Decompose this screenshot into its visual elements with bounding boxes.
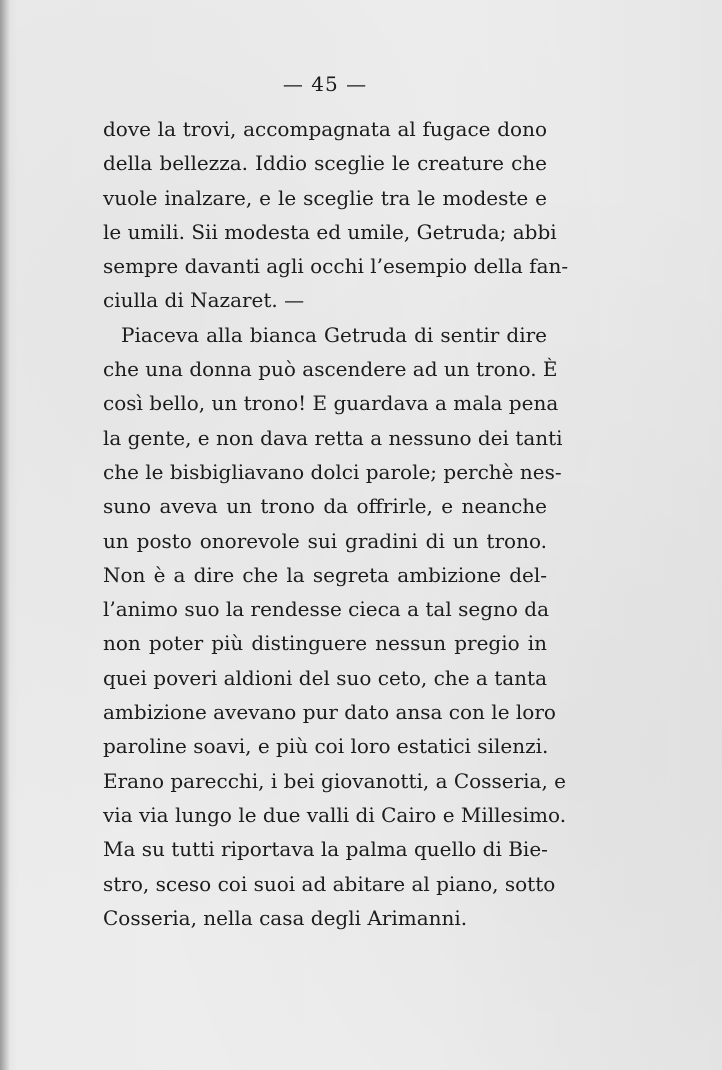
paragraph — [103, 318, 567, 935]
text-line: della bellezza. Iddio sceglie le creature che — [103, 151, 547, 176]
text-line: paroline soavi, e più coi loro estatici silenzi. — [103, 734, 549, 759]
text-line: dove la trovi, accompagnata al fugace dono — [103, 117, 547, 141]
text-line: Ma su tutti riportava la palma quello di Bie- — [103, 837, 548, 862]
text-line: che le bisbigliavano dolci parole; perchè nes- — [103, 459, 562, 484]
page-gutter-shadow — [0, 0, 10, 1070]
text-line: non poter più distinguere nessun pregio in — [103, 631, 547, 656]
text-line: Cosseria, nella casa degli Arimanni. — [103, 905, 468, 930]
paragraph — [103, 112, 569, 318]
text-line: la gente, e non dava retta a nessuno dei tanti — [103, 425, 563, 450]
text-line: Non è a dire che la segreta ambizione del- — [103, 562, 547, 587]
text-line: così bello, un trono! E guardava a mala pena — [103, 391, 559, 416]
body-text — [103, 112, 569, 935]
text-line: Erano parecchi, i bei giovanotti, a Cosseria, e — [103, 768, 567, 793]
text-line: un posto onorevole sui gradini di un trono. — [103, 528, 547, 553]
text-line: vuole inalzare, e le sceglie tra le modeste e — [103, 185, 547, 210]
text-line: stro, sceso coi suoi ad abitare al piano, sotto — [103, 871, 556, 896]
text-line: l’animo suo la rendesse cieca a tal segno da — [103, 597, 549, 622]
text-line: suno aveva un trono da offrirle, e neanche — [103, 494, 547, 519]
page-number: — 45 — — [282, 72, 368, 96]
text-line: ambizione avevano pur dato ansa con le loro — [103, 700, 556, 725]
text-line: le umili. Sii modesta ed umile, Getruda; abbi — [103, 219, 557, 244]
text-line: che una donna può ascendere ad un trono. È — [103, 357, 558, 382]
text-line: Piaceva alla bianca Getruda di sentir dire — [121, 322, 547, 347]
text-line: ciulla di Nazaret. — — [103, 288, 305, 313]
text-line: sempre davanti agli occhi l’esempio della fan- — [103, 254, 569, 279]
text-line: quei poveri aldioni del suo ceto, che a tanta — [103, 665, 547, 690]
text-line: via via lungo le due valli di Cairo e Millesimo. — [103, 802, 567, 827]
